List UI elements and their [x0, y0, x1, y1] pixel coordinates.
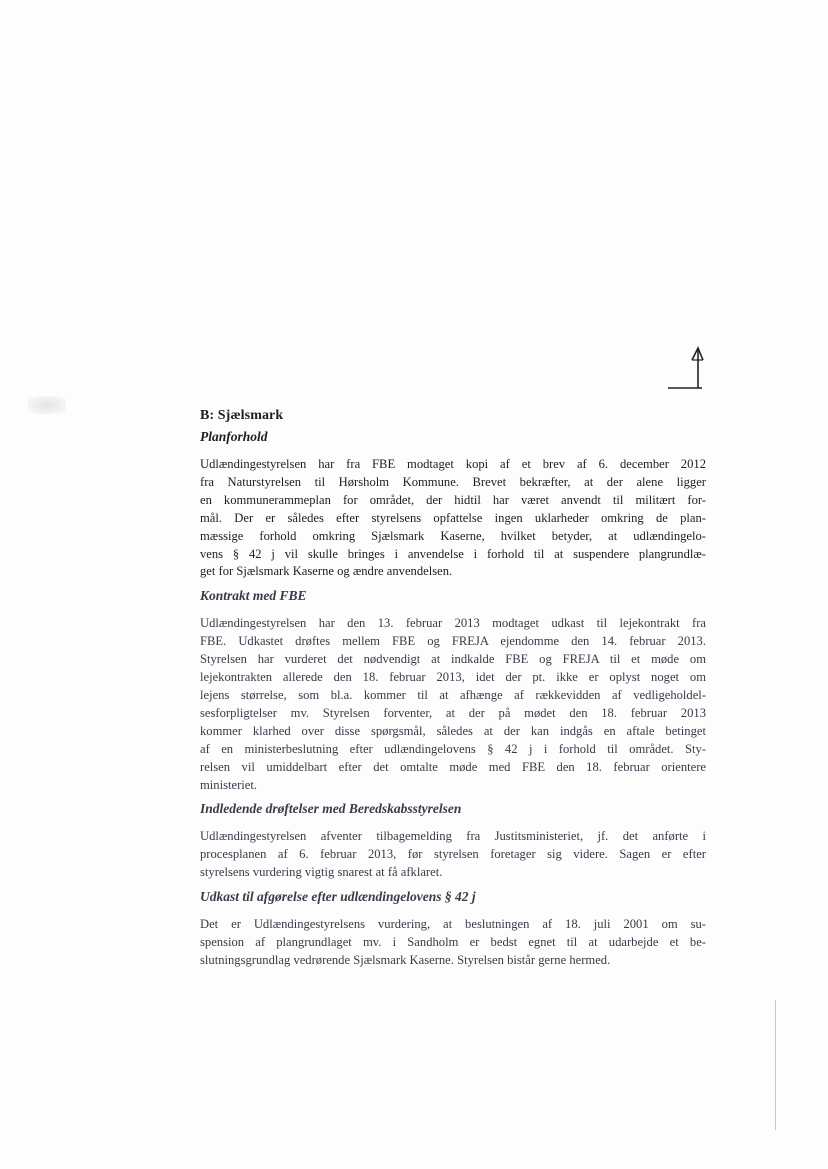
paragraph-line: mæssige forhold omkring Sjælsmark Kaserne, hvilket betyder, at udlændingelo-: [200, 528, 706, 543]
paragraph-line: relsen vil umiddelbart efter det omtalte møde med FBE den 18. februar orientere: [200, 759, 706, 774]
section-title: Kontrakt med FBE: [200, 588, 307, 604]
paragraph-line: Udlændingestyrelsen har den 13. februar 2013 modtaget udkast til lejekontrakt fra: [200, 616, 706, 631]
paragraph-line: mål. Der er således efter styrelsens opfattelse ingen uklarheder omkring de plan-: [200, 510, 706, 525]
section-title: Indledende drøftelser med Beredskabsstyrelsen: [200, 801, 462, 817]
section-title: Udkast til afgørelse efter udlændingelovens § 42 j: [200, 889, 476, 905]
paragraph-line: sesforpligtelser mv. Styrelsen forventer, at der på mødet den 18. februar 2013: [200, 705, 706, 720]
paragraph-line: Udlændingestyrelsen afventer tilbagemelding fra Justitsministeriet, jf. det anførte i: [200, 829, 706, 844]
section-udkast: [200, 889, 706, 970]
paragraph-line: styrelsens vurdering vigtig snarest at få afklaret.: [200, 865, 443, 880]
section-beredskab: [200, 801, 706, 882]
paragraph-line: spension af plangrundlaget mv. i Sandholm er bedst egnet til at udarbejde et be-: [200, 935, 706, 950]
paragraph-line: Udlændingestyrelsen har fra FBE modtaget kopi af et brev af 6. december 2012: [200, 457, 706, 471]
section-planforhold: [200, 429, 706, 581]
paragraph-line: FBE. Udkastet drøftes mellem FBE og FREJA ejendomme den 14. februar 2013.: [200, 634, 706, 649]
section-kontrakt: [200, 588, 706, 794]
paragraph-line: procesplanen af 6. februar 2013, før styrelsen foretager sig videre. Sagen er efter: [200, 847, 706, 862]
scan-smudge: [28, 396, 66, 414]
paragraph-line: slutningsgrundlag vedrørende Sjælsmark Kaserne. Styrelsen bistår gerne hermed.: [200, 952, 611, 967]
handwritten-arrow-mark-icon: [662, 344, 712, 392]
section-paragraph: [200, 615, 706, 794]
document-heading: B: Sjælsmark: [200, 408, 284, 423]
paragraph-line: get for Sjælsmark Kaserne og ændre anvendelsen.: [200, 564, 453, 579]
paragraph-line: ministeriet.: [200, 777, 258, 792]
paragraph-line: en kommunerammeplan for området, der hidtil har været anvendt til militært for-: [200, 492, 706, 507]
section-title: Planforhold: [200, 429, 268, 444]
paragraph-line: Styrelsen har vurderet det nødvendigt at indkalde FBE og FREJA til et møde om: [200, 652, 706, 667]
section-paragraph: [200, 916, 706, 970]
paragraph-line: af en ministerbeslutning efter udlændingelovens § 42 j i forhold til området. Sty-: [200, 741, 706, 756]
paragraph-line: fra Naturstyrelsen til Hørsholm Kommune. Brevet bekræfter, at der alene ligger: [200, 474, 706, 489]
paragraph-line: lejekontrakten allerede den 18. februar 2013, idet der pt. ikke er oplyst noget om: [200, 670, 706, 685]
document-body: [200, 408, 706, 977]
paragraph-line: lejens størrelse, som bl.a. kommer til at afhænge af rækkevidden af vedligeholdel-: [200, 687, 706, 702]
section-paragraph: [200, 456, 706, 581]
scan-edge-line: [775, 1000, 776, 1130]
paragraph-line: kommer klarhed over disse spørgsmål, således at der kan indgås en aftale betinget: [200, 723, 706, 738]
paragraph-line: vens § 42 j vil skulle bringes i anvendelse i forhold til at suspendere plangrundlæ-: [200, 546, 706, 561]
section-paragraph: [200, 828, 706, 882]
paragraph-line: Det er Udlændingestyrelsens vurdering, at beslutningen af 18. juli 2001 om su-: [200, 917, 706, 932]
